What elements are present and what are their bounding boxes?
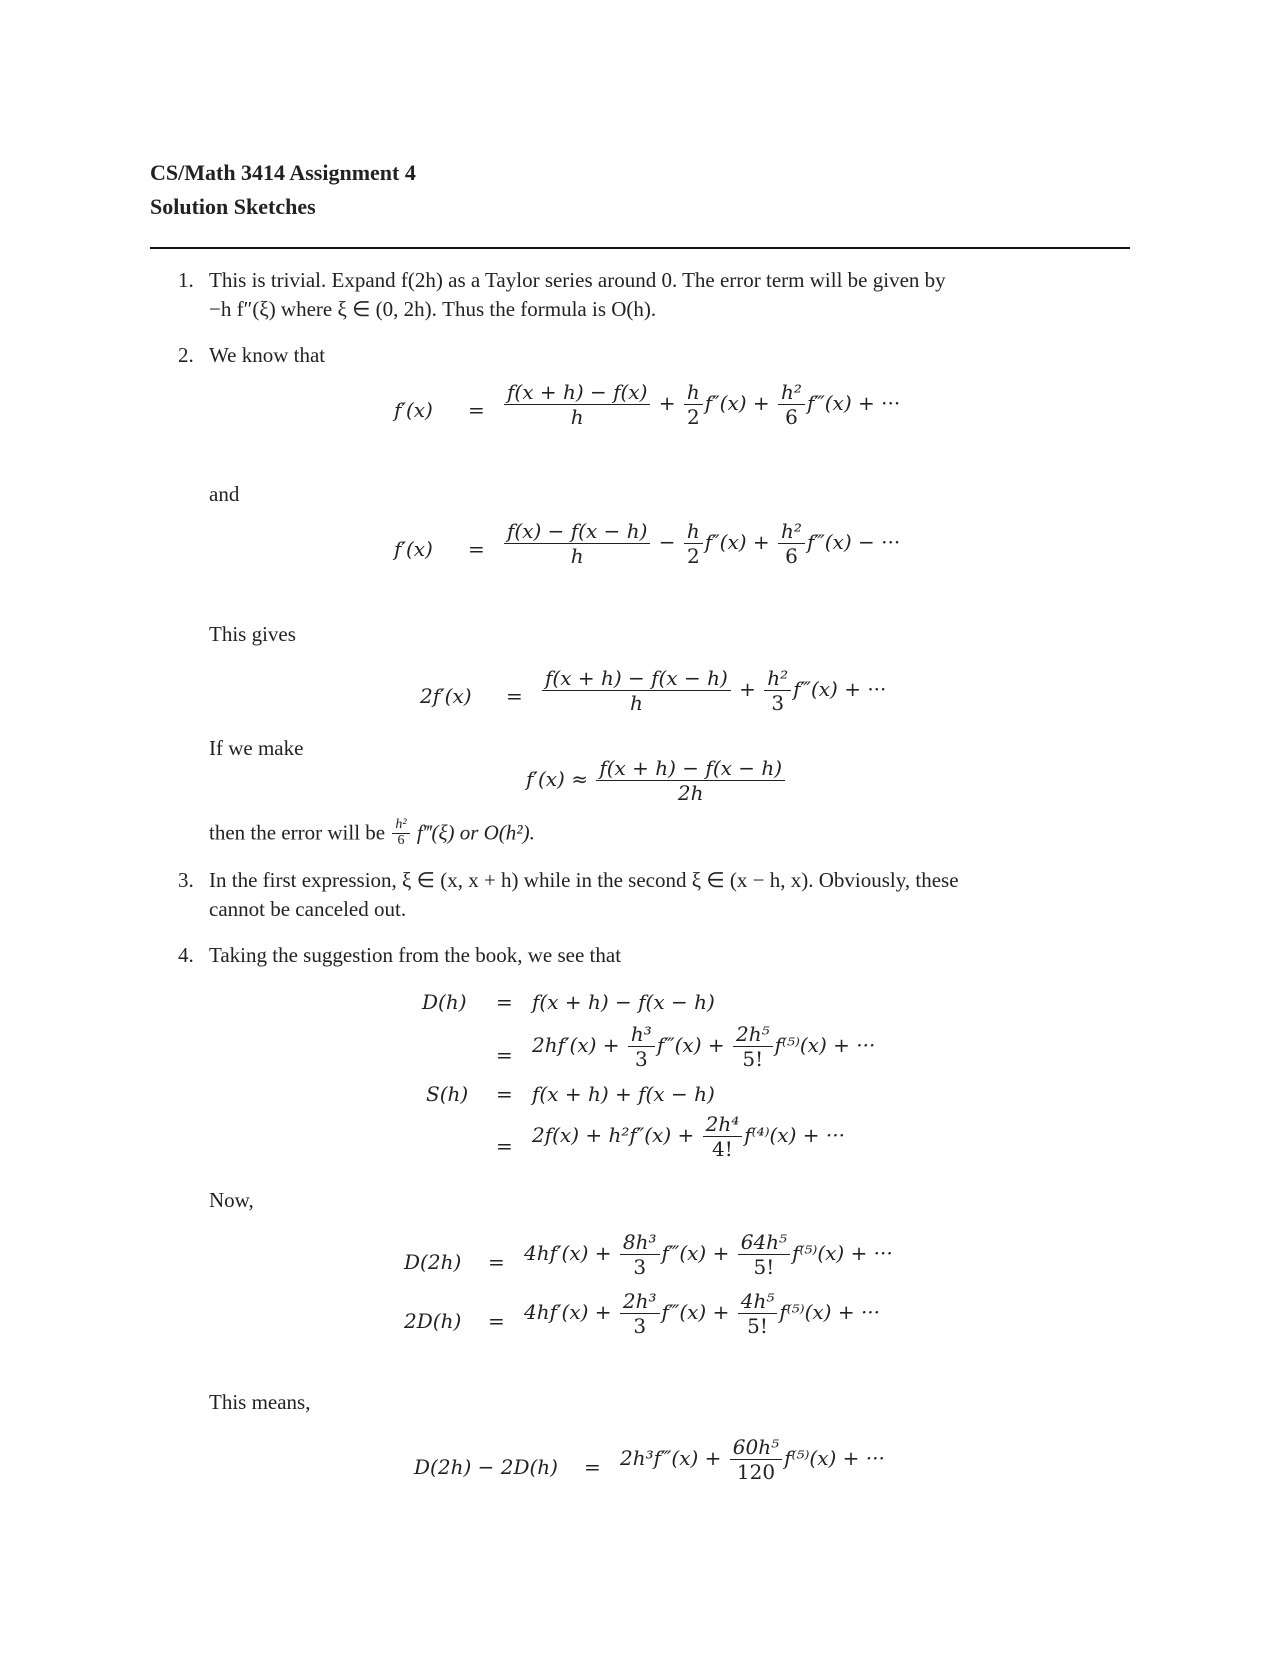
fraction: $\frac{\text{4h⁵}}{5!}$ <box>738 1289 778 1338</box>
p4-means: This means, <box>209 1390 311 1414</box>
eq-D2h-rhs: 4hf′(x) + $\frac{\text{8h³}}{3}$ f‴(x) + $\frac{\text{64h⁵}}{5!}$ f⁽⁵⁾(x) + ··· <box>524 1230 893 1279</box>
p3-line2: cannot be canceled out. <box>209 897 407 921</box>
doc-title: CS/Math 3414 Assignment 4 <box>150 160 416 185</box>
p1-number: 1. <box>178 268 194 292</box>
eq-diff-eq: = <box>584 1455 601 1479</box>
eq-D2-rhs: 2hf′(x) + $\frac{\text{h³}}{3}$ f‴(x) + $\frac{\text{2h⁵}}{5!}$ f⁽⁵⁾(x) + ··· <box>532 1022 876 1071</box>
eq-diff-rhs: 2h³f‴(x) + $\frac{\text{60h⁵}}{120}$ f⁽⁵⁾(x) + ··· <box>620 1435 885 1484</box>
p2-intro: We know that <box>209 343 326 367</box>
eq-fwd-lhs: f′(x) <box>394 398 433 422</box>
eq-diff-lhs: D(2h) − 2D(h) <box>414 1455 558 1479</box>
p2-error-line: then the error will be $\frac{\text{h²}}{6}$ f‴(ξ) or O(h²). <box>209 817 535 848</box>
header-rule <box>150 247 1130 249</box>
eq-cen-rhs: $\frac{f(x + h) - f(x - h)}{h}$ + $\frac{\text{h²}}{3}$ f‴(x) + ··· <box>540 666 886 715</box>
eq-D1-rhs: f(x + h) − f(x − h) <box>532 990 715 1014</box>
p2-and: and <box>209 482 240 506</box>
eq-D-lhs: D(h) <box>422 990 467 1014</box>
eq-S1-eq: = <box>496 1082 513 1106</box>
p4-now: Now, <box>209 1188 254 1212</box>
fraction: $\frac{f(x + h) - f(x)}{h}$ <box>504 380 650 429</box>
p3-number: 3. <box>178 868 194 892</box>
fraction: $\frac{\text{2h⁵}}{5!}$ <box>733 1022 773 1071</box>
eq-approx: f′(x) ≈ $\frac{f(x + h) - f(x - h)}{2h}$ <box>526 756 787 805</box>
fraction: $\frac{\text{2h³}}{3}$ <box>620 1289 660 1338</box>
p1-line1: This is trivial. Expand f(2h) as a Taylor series around 0. The error term will be given by <box>209 268 946 292</box>
fraction: $\frac{f(x) - f(x - h)}{h}$ <box>504 519 650 568</box>
fraction: $\frac{f(x + h) - f(x - h)}{h}$ <box>542 666 731 715</box>
p4-number: 4. <box>178 943 194 967</box>
eq-S2-eq: = <box>496 1134 513 1158</box>
eq-D2-eq: = <box>496 1043 513 1067</box>
eq-fwd-rhs: $\frac{f(x + h) - f(x)}{h}$ + $\frac{h}{2}$ f″(x) + $\frac{\text{h²}}{6}$ f‴(x) + ··· <box>502 380 900 429</box>
fraction: $\frac{\text{h²}}{6}$ <box>392 818 409 848</box>
p1-line2: −h f″(ξ) where ξ ∈ (0, 2h). Thus the formula is O(h). <box>209 297 657 321</box>
eq-S2-rhs: 2f(x) + h²f″(x) + $\frac{\text{2h⁴}}{4!}$ f⁽⁴⁾(x) + ··· <box>532 1112 845 1161</box>
fraction: $\frac{f(x + h) - f(x - h)}{2h}$ <box>596 756 785 805</box>
eq-2Dh-rhs: 4hf′(x) + $\frac{\text{2h³}}{3}$ f‴(x) + $\frac{\text{4h⁵}}{5!}$ f⁽⁵⁾(x) + ··· <box>524 1289 881 1338</box>
p3-line1: In the first expression, ξ ∈ (x, x + h) while in the second ξ ∈ (x − h, x). Obviously, these <box>209 868 959 892</box>
eq-bwd-eq: = <box>468 537 485 561</box>
eq-fwd-eq: = <box>468 398 485 422</box>
eq-2Dh-eq: = <box>488 1309 505 1333</box>
fraction: $\frac{\text{h²}}{6}$ <box>778 380 805 429</box>
fraction: $\frac{h}{2}$ <box>684 519 703 568</box>
fraction: $\frac{\text{8h³}}{3}$ <box>620 1230 660 1279</box>
eq-D1-eq: = <box>496 990 513 1014</box>
doc-subtitle: Solution Sketches <box>150 194 316 219</box>
fraction: $\frac{\text{h²}}{3}$ <box>764 666 791 715</box>
eq-D2h-eq: = <box>488 1250 505 1274</box>
eq-cen-lhs: 2f′(x) <box>420 684 472 708</box>
p4-intro: Taking the suggestion from the book, we see that <box>209 943 622 967</box>
p2-gives: This gives <box>209 622 296 646</box>
fraction: $\frac{\text{h²}}{6}$ <box>778 519 805 568</box>
eq-S1-rhs: f(x + h) + f(x − h) <box>532 1082 715 1106</box>
fraction: $\frac{\text{64h⁵}}{5!}$ <box>738 1230 790 1279</box>
p2-make: If we make <box>209 736 304 760</box>
eq-cen-eq: = <box>506 684 523 708</box>
eq-S-lhs: S(h) <box>426 1082 469 1106</box>
eq-bwd-rhs: $\frac{f(x) - f(x - h)}{h}$ − $\frac{h}{2}$ f″(x) + $\frac{\text{h²}}{6}$ f‴(x) − ··· <box>502 519 900 568</box>
eq-bwd-lhs: f′(x) <box>394 537 433 561</box>
fraction: $\frac{\text{2h⁴}}{4!}$ <box>703 1112 743 1161</box>
fraction: $\frac{h}{2}$ <box>684 380 703 429</box>
p2-number: 2. <box>178 343 194 367</box>
fraction: $\frac{\text{h³}}{3}$ <box>628 1022 655 1071</box>
eq-D2h-lhs: D(2h) <box>404 1250 462 1274</box>
fraction: $\frac{\text{60h⁵}}{120}$ <box>730 1435 782 1484</box>
eq-2Dh-lhs: 2D(h) <box>404 1309 462 1333</box>
